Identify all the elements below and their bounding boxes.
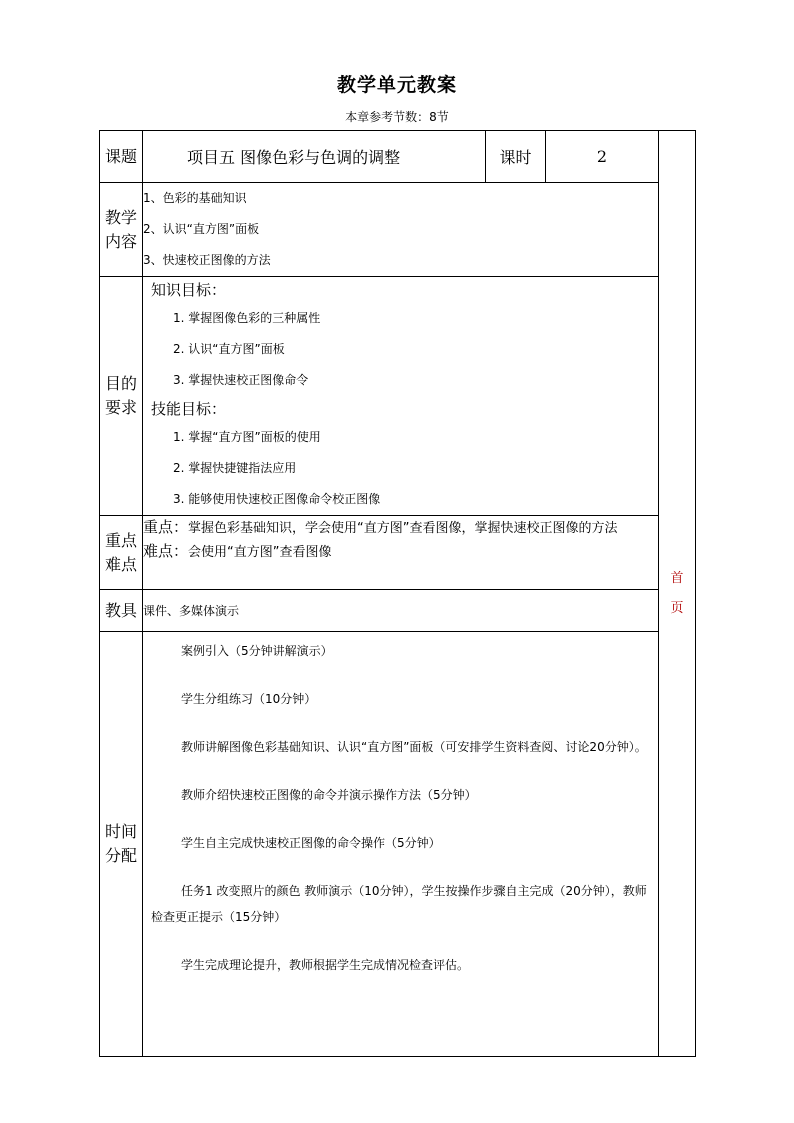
hours-value: 2 [546, 131, 659, 183]
row-content [100, 183, 696, 277]
time-paragraph: 案例引入（5分钟讲解演示） [181, 644, 333, 658]
goals-content [143, 277, 659, 516]
time-label-line1: 时间 [104, 822, 137, 841]
tools-value: 课件、多媒体演示 [143, 590, 659, 632]
time-paragraph: 学生分组练习（10分钟） [181, 692, 317, 706]
row-tools [100, 590, 696, 632]
topic-label: 课题 [100, 131, 143, 183]
skill-heading: 技能目标： [151, 400, 227, 418]
topic-value: 项目五 图像色彩与色调的调整 [143, 131, 486, 183]
page-subtitle: 本章参考节数：8节 [345, 110, 449, 124]
knowledge-heading: 知识目标： [151, 281, 227, 299]
key-label-line1: 重点 [104, 530, 137, 550]
row-topic [100, 131, 696, 183]
time-paragraph: 学生完成理论提升，教师根据学生完成情况检查评估。 [181, 958, 470, 972]
content-label-line2: 内容 [104, 231, 137, 251]
content-label [100, 183, 143, 277]
lesson-plan-table [99, 130, 696, 1057]
content-label-line1: 教学 [104, 207, 137, 227]
goals-label-line1: 目的 [104, 374, 137, 393]
knowledge-item: 2. 认识“直方图”面板 [173, 342, 285, 356]
time-label-line2: 分配 [104, 846, 137, 865]
row-goals [100, 277, 696, 516]
knowledge-item: 3. 掌握快速校正图像命令 [173, 373, 309, 387]
key-content [143, 516, 659, 590]
skill-item: 2. 掌握快捷键指法应用 [173, 461, 297, 475]
hard-point [143, 540, 658, 564]
time-paragraph: 任务1 改变照片的颜色 教师演示（10分钟），学生按操作步骤自主完成（20分钟），教师检查更正提示（15分钟） [151, 884, 647, 924]
content-item: 1、色彩的基础知识 [143, 191, 247, 205]
goals-label-line2: 要求 [104, 398, 137, 417]
skill-item: 1. 掌握“直方图”面板的使用 [173, 430, 321, 444]
time-content [143, 632, 659, 1057]
row-key-points [100, 516, 696, 590]
goals-label [100, 277, 143, 516]
row-time [100, 632, 696, 1057]
key-point-text: 掌握色彩基础知识，学会使用“直方图”查看图像，掌握快速校正图像的方法 [188, 521, 618, 536]
content-item: 2、认识“直方图”面板 [143, 222, 260, 236]
time-label [100, 632, 143, 1057]
tools-label: 教具 [100, 590, 143, 632]
page-title: 教学单元教案 [336, 74, 457, 96]
content-list [143, 183, 659, 277]
time-paragraph: 教师讲解图像色彩基础知识、认识“直方图”面板（可安排学生资料查阅、讨论20分钟）。 [181, 740, 647, 754]
hard-point-label: 难点： [143, 542, 189, 560]
content-item: 3、快速校正图像的方法 [143, 253, 271, 267]
hard-point-text: 会使用“直方图”查看图像 [188, 545, 332, 560]
key-point [143, 516, 658, 540]
skill-item: 3. 能够使用快速校正图像命令校正图像 [173, 492, 381, 506]
side-note-line1: 首 [670, 570, 684, 586]
key-label-line2: 难点 [104, 554, 137, 574]
knowledge-item: 1. 掌握图像色彩的三种属性 [173, 311, 321, 325]
time-paragraph: 学生自主完成快速校正图像的命令操作（5分钟） [181, 836, 441, 850]
hours-label: 课时 [486, 131, 546, 183]
time-paragraph: 教师介绍快速校正图像的命令并演示操作方法（5分钟） [181, 788, 477, 802]
side-note-line2: 页 [670, 600, 684, 616]
key-label [100, 516, 143, 590]
key-point-label: 重点： [143, 518, 189, 536]
side-note [659, 131, 696, 1057]
